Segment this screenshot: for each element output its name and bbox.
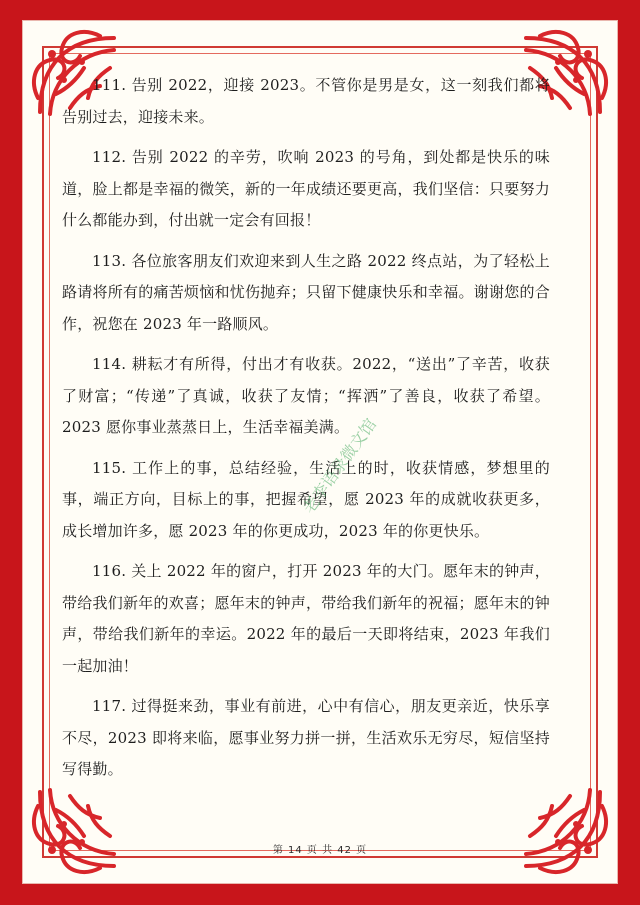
paragraph-112: 112. 告别 2022 的辛劳，吹响 2023 的号角，到处都是快乐的味道，脸上都是幸福的微笑，新的一年成绩还要更高，我们坚信：只要努力什么都能办到，付出就一定会有回报！ <box>62 148 550 229</box>
paragraph-115: 115. 工作上的事，总结经验，生活上的时，收获情感，梦想里的事，端正方向，目标上的事，把握希望，愿 2023 年的成就收获更多，成长增加许多，愿 2023 年的你更成功，2023 年的你更快乐。 <box>62 458 550 540</box>
paragraph-114: 114. 耕耘才有所得，付出才有收获。2022，“送出”了辛苦，收获了财富；“传递”了真诚，收获了友情；“挥洒”了善良，收获了希望。2023 愿你事业蒸蒸日上，生活幸福美满。 <box>62 355 550 436</box>
paragraph-113: 113. 各位旅客朋友们欢迎来到人生之路 2022 终点站，为了轻松上路请将所有的痛苦烦恼和忧伤抛弃；只留下健康快乐和幸福。谢谢您的合作，祝您在 2023 年一路顺风。 <box>62 251 550 333</box>
paragraph-117: 117. 过得挺来劲，事业有前进，心中有信心，朋友更亲近，快乐享不尽，2023 即将来临，愿事业努力拼一拼，生活欢乐无穷尽，短信坚持写得勤。 <box>62 697 550 778</box>
paragraph-111: 111. 告别 2022，迎接 2023。不管你是男是女，这一刻我们都将告别过去，迎接未来。 <box>62 76 550 126</box>
page-number-footer: 第 14 页 共 42 页 <box>272 845 368 856</box>
watermark: 老李语录微文馆 <box>298 414 381 517</box>
paragraph-116: 116. 关上 2022 年的窗户，打开 2023 年的大门。愿年末的钟声，带给我们新年的欢喜；愿年末的钟声，带给我们新年的祝福；愿年末的钟声，带给我们新年的幸运。2022 年的最后一天即将结束，2023 年我们一起加油！ <box>62 562 550 675</box>
